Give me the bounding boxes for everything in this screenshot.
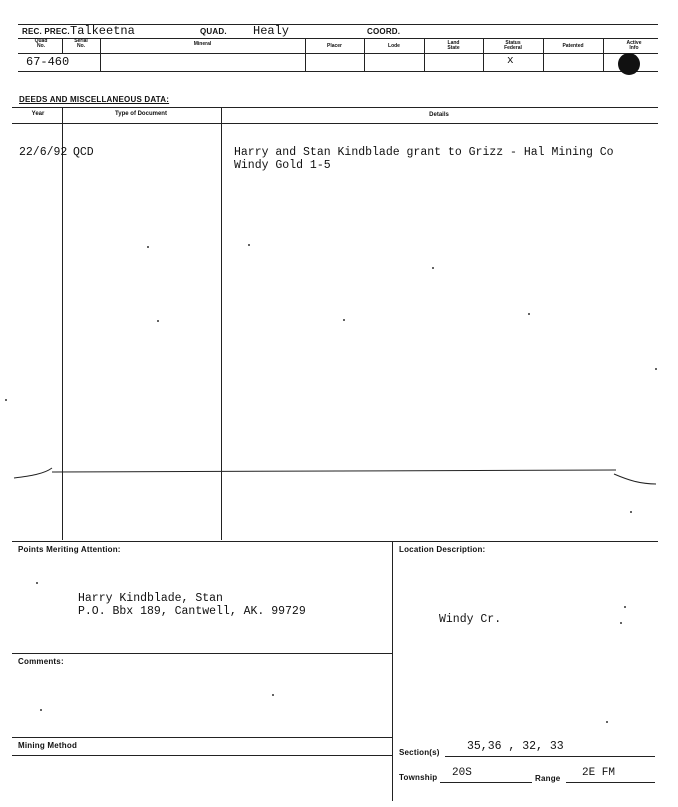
fold-line <box>0 462 678 492</box>
deeds-header-rule <box>12 123 658 124</box>
col-divider-patented <box>543 38 544 71</box>
comments-top-rule <box>12 653 392 654</box>
speck <box>36 582 38 584</box>
rec-prec-value: Talkeetna <box>70 24 135 38</box>
speck <box>147 246 149 248</box>
deeds-top-rule <box>12 107 658 108</box>
speck <box>40 709 42 711</box>
quad-value: Healy <box>253 24 290 38</box>
mining-bottom-rule <box>12 755 392 756</box>
col-header-lode: Lode <box>388 43 400 49</box>
location-value: Windy Cr. <box>439 613 502 626</box>
col-divider-lode <box>364 38 365 71</box>
lower-top-rule <box>12 541 658 542</box>
township-label: Township <box>399 773 438 782</box>
comments-label: Comments: <box>18 657 64 666</box>
speck <box>248 244 250 246</box>
speck <box>5 399 7 401</box>
status-federal-mark: x <box>507 55 514 67</box>
deeds-col-details: Details <box>429 112 449 118</box>
speck <box>343 319 345 321</box>
mining-label: Mining Method <box>18 741 78 750</box>
township-underline <box>440 782 532 783</box>
section-underline <box>445 756 655 757</box>
deed-year: 22/6/92 <box>19 146 68 159</box>
speck <box>432 267 434 269</box>
rec-prec-label: REC. PREC. <box>22 27 70 36</box>
speck <box>620 622 622 624</box>
speck <box>272 694 274 696</box>
active-info-dot-icon <box>618 53 640 75</box>
col-header-quad: Quad No. <box>34 38 48 49</box>
col-header-mineral: Mineral <box>193 41 212 47</box>
range-value: 2E FM <box>582 767 616 779</box>
col-header-placer: Placer <box>326 43 342 49</box>
section-value: 35,36 , 32, 33 <box>467 740 564 753</box>
range-underline <box>566 782 655 783</box>
points-label: Points Meriting Attention: <box>18 545 121 554</box>
quad-no-value: 67-460 <box>26 55 70 69</box>
col-header-serial: Serial No. <box>74 38 88 49</box>
top-table-row-rule <box>18 53 658 54</box>
deeds-col-type: Type of Document <box>115 111 167 117</box>
section-label: Section(s) <box>399 748 440 757</box>
col-header-land-state: Land State <box>447 40 460 51</box>
coord-label: COORD. <box>367 27 401 36</box>
col-header-active-info: Active Info <box>626 40 642 51</box>
speck <box>528 313 530 315</box>
lower-center-divider <box>392 541 393 801</box>
top-table-bottom-rule <box>18 71 658 72</box>
top-table-header-rule <box>18 38 658 39</box>
mining-top-rule <box>12 737 392 738</box>
col-header-status-federal: Status Federal <box>504 40 522 51</box>
points-line1: Harry Kindblade, Stan <box>78 592 223 605</box>
deed-details-line1: Harry and Stan Kindblade grant to Grizz - Hal Mining Co <box>234 146 614 159</box>
quad-label: QUAD. <box>200 27 227 36</box>
speck <box>606 721 608 723</box>
deed-details-line2: Windy Gold 1-5 <box>234 159 331 172</box>
range-label: Range <box>535 774 561 783</box>
speck <box>630 511 632 513</box>
col-divider-active <box>603 38 604 71</box>
speck <box>655 368 657 370</box>
col-divider-placer <box>305 38 306 71</box>
deed-type: QCD <box>73 146 94 159</box>
deeds-col-year: Year <box>31 111 45 117</box>
location-label: Location Description: <box>399 545 486 554</box>
township-value: 20S <box>452 767 472 779</box>
points-line2: P.O. Bbx 189, Cantwell, AK. 99729 <box>78 605 306 618</box>
col-header-patented: Patented <box>562 43 584 49</box>
deeds-section-title: DEEDS AND MISCELLANEOUS DATA: <box>19 95 170 104</box>
speck <box>157 320 159 322</box>
speck <box>624 606 626 608</box>
